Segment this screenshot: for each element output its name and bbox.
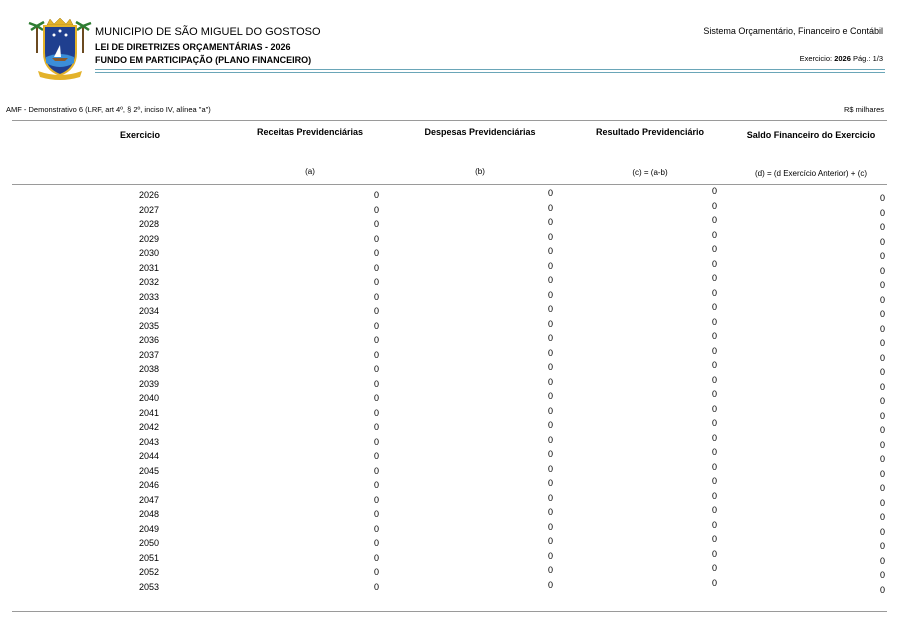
- cell-d: 0: [880, 294, 886, 305]
- cell-a: 0: [374, 422, 380, 432]
- cell-d: 0: [880, 512, 886, 522]
- cell-a: 0: [374, 567, 380, 577]
- cell-year: 2041: [139, 407, 160, 418]
- cell-a: 0: [374, 219, 380, 229]
- cell-b: 0: [548, 246, 554, 256]
- cell-b: 0: [548, 550, 554, 561]
- palm-right-icon: [76, 22, 91, 53]
- cell-year: 2050: [139, 538, 160, 548]
- cell-c: 0: [712, 331, 718, 341]
- cell-b: 0: [548, 362, 554, 372]
- cell-c: 0: [712, 302, 718, 312]
- cell-b: 0: [548, 333, 554, 343]
- cell-d: 0: [880, 526, 886, 537]
- cell-d: 0: [880, 367, 886, 377]
- cell-d: 0: [880, 396, 886, 406]
- cell-a: 0: [374, 523, 380, 534]
- header-rule-2: [95, 72, 885, 73]
- cell-b: 0: [548, 217, 554, 227]
- cell-c: 0: [712, 273, 718, 283]
- cell-b: 0: [548, 391, 554, 401]
- table-header-bottom-rule: [12, 184, 887, 185]
- col-header-despesas: Despesas Previdenciárias: [424, 127, 536, 137]
- municipality-name: MUNICIPIO DE SÃO MIGUEL DO GOSTOSO: [95, 26, 321, 38]
- cell-a: 0: [374, 552, 380, 563]
- cell-d: 0: [880, 309, 886, 319]
- cell-d: 0: [880, 541, 886, 551]
- cell-a: 0: [374, 538, 380, 548]
- law-title: LEI DE DIRETRIZES ORÇAMENTÁRIAS - 2026: [95, 42, 291, 52]
- cell-c: 0: [712, 374, 718, 385]
- cell-d: 0: [880, 323, 886, 334]
- cell-c: 0: [712, 563, 718, 573]
- cell-d: 0: [880, 555, 886, 566]
- cell-year: 2034: [139, 306, 160, 316]
- cell-c: 0: [712, 505, 718, 515]
- col-header-saldo: Saldo Financeiro do Exercicio: [746, 130, 876, 140]
- palm-left-icon: [29, 22, 44, 53]
- cell-c: 0: [712, 577, 718, 588]
- cell-c: 0: [712, 200, 718, 211]
- cell-b: 0: [548, 507, 554, 517]
- cell-year: 2035: [139, 320, 160, 331]
- cell-a: 0: [374, 248, 380, 258]
- cell-a: 0: [374, 277, 380, 287]
- cell-d: 0: [880, 468, 886, 479]
- cell-c: 0: [712, 476, 718, 486]
- cell-b: 0: [548, 231, 554, 242]
- cell-c: 0: [712, 244, 718, 254]
- cell-b: 0: [548, 536, 554, 546]
- crown-icon: [47, 18, 73, 25]
- cell-a: 0: [374, 465, 380, 476]
- cell-d: 0: [880, 497, 886, 508]
- cell-year: 2032: [139, 277, 160, 287]
- cell-d: 0: [880, 265, 886, 276]
- cell-year: 2052: [139, 567, 160, 577]
- cell-year: 2037: [139, 349, 160, 360]
- cell-year: 2027: [139, 204, 160, 215]
- cell-b: 0: [548, 202, 554, 213]
- cell-year: 2046: [139, 480, 160, 490]
- cell-a: 0: [374, 306, 380, 316]
- cell-c: 0: [712, 490, 718, 501]
- cell-year: 2033: [139, 291, 160, 302]
- cell-a: 0: [374, 581, 380, 592]
- cell-a: 0: [374, 451, 380, 461]
- cell-d: 0: [880, 222, 886, 232]
- cell-d: 0: [880, 381, 886, 392]
- col-sub-c: (c) = (a-b): [632, 168, 668, 177]
- cell-a: 0: [374, 407, 380, 418]
- cell-a: 0: [374, 480, 380, 490]
- cell-c: 0: [712, 345, 718, 356]
- cell-d: 0: [880, 236, 886, 247]
- cell-c: 0: [712, 447, 718, 457]
- cell-b: 0: [548, 565, 554, 575]
- cell-d: 0: [880, 483, 886, 493]
- col-header-resultado: Resultado Previdenciário: [595, 127, 705, 137]
- cell-c: 0: [712, 316, 718, 327]
- cell-a: 0: [374, 509, 380, 519]
- cell-d: 0: [880, 280, 886, 290]
- cell-b: 0: [548, 449, 554, 459]
- cell-d: 0: [880, 439, 886, 450]
- cell-c: 0: [712, 229, 718, 240]
- cell-d: 0: [880, 570, 886, 580]
- cell-d: 0: [880, 338, 886, 348]
- cell-a: 0: [374, 190, 380, 200]
- cell-year: 2031: [139, 262, 160, 273]
- cell-c: 0: [712, 389, 718, 399]
- cell-year: 2029: [139, 233, 160, 244]
- cell-d: 0: [880, 454, 886, 464]
- cell-d: 0: [880, 584, 886, 595]
- cell-b: 0: [548, 376, 554, 387]
- header-rule: [95, 69, 885, 70]
- cell-d: 0: [880, 425, 886, 435]
- cell-c: 0: [712, 215, 718, 225]
- col-header-receitas: Receitas Previdenciárias: [256, 127, 364, 137]
- cell-b: 0: [548, 188, 554, 198]
- cell-d: 0: [880, 352, 886, 363]
- col-header-exercicio: Exercicio: [119, 130, 161, 140]
- cell-year: 2028: [139, 219, 160, 229]
- cell-year: 2042: [139, 422, 160, 432]
- cell-b: 0: [548, 434, 554, 445]
- cell-a: 0: [374, 335, 380, 345]
- cell-b: 0: [548, 420, 554, 430]
- cell-year: 2043: [139, 436, 160, 447]
- cell-d: 0: [880, 207, 886, 218]
- exercise-label: Exercicio:: [799, 54, 833, 63]
- cell-b: 0: [548, 463, 554, 474]
- col-sub-b: (b): [475, 167, 485, 176]
- cell-b: 0: [548, 405, 554, 416]
- cell-c: 0: [712, 519, 718, 530]
- cell-a: 0: [374, 320, 380, 331]
- cell-year: 2053: [139, 581, 160, 592]
- cell-a: 0: [374, 364, 380, 374]
- cell-c: 0: [712, 360, 718, 370]
- report-title: AMF - Demonstrativo 6 (LRF, art 4º, § 2º, inciso IV, alínea "a"): [6, 105, 211, 114]
- cell-c: 0: [712, 432, 718, 443]
- currency-unit: R$ milhares: [843, 105, 884, 114]
- cell-b: 0: [548, 289, 554, 300]
- cell-c: 0: [712, 258, 718, 269]
- cell-year: 2030: [139, 248, 160, 258]
- fund-title: FUNDO EM PARTICIPAÇÃO (PLANO FINANCEIRO): [95, 55, 312, 65]
- cell-b: 0: [548, 318, 554, 329]
- page-number: Pág.: 1/3: [852, 54, 883, 63]
- cell-a: 0: [374, 204, 380, 215]
- cell-year: 2038: [139, 364, 160, 374]
- cell-d: 0: [880, 251, 886, 261]
- cell-b: 0: [548, 478, 554, 488]
- cell-a: 0: [374, 262, 380, 273]
- cell-year: 2039: [139, 378, 160, 389]
- table-top-rule: [12, 120, 887, 121]
- municipal-crest-logo: [28, 17, 92, 81]
- cell-b: 0: [548, 347, 554, 358]
- cell-a: 0: [374, 494, 380, 505]
- exercise-year: 2026: [834, 54, 851, 63]
- cell-c: 0: [712, 418, 718, 428]
- cell-year: 2049: [139, 523, 160, 534]
- cell-c: 0: [712, 548, 718, 559]
- cell-a: 0: [374, 436, 380, 447]
- cell-c: 0: [712, 461, 718, 472]
- footer-rule: [12, 611, 887, 612]
- cell-year: 2047: [139, 494, 160, 505]
- cell-a: 0: [374, 233, 380, 244]
- cell-b: 0: [548, 275, 554, 285]
- col-sub-d: (d) = (d Exercício Anterior) + (c): [754, 169, 868, 178]
- cell-year: 2045: [139, 465, 160, 476]
- cell-year: 2051: [139, 552, 160, 563]
- cell-year: 2040: [139, 393, 160, 403]
- cell-b: 0: [548, 492, 554, 503]
- cell-year: 2036: [139, 335, 160, 345]
- cell-c: 0: [712, 403, 718, 414]
- col-sub-a: (a): [305, 167, 315, 176]
- cell-b: 0: [548, 260, 554, 271]
- exercise-info: [800, 54, 883, 63]
- cell-c: 0: [712, 186, 718, 196]
- cell-d: 0: [880, 193, 886, 203]
- cell-b: 0: [548, 304, 554, 314]
- cell-b: 0: [548, 521, 554, 532]
- cell-a: 0: [374, 291, 380, 302]
- cell-a: 0: [374, 349, 380, 360]
- cell-b: 0: [548, 579, 554, 590]
- system-name: Sistema Orçamentário, Financeiro e Contábil: [703, 26, 883, 36]
- cell-c: 0: [712, 287, 718, 298]
- cell-a: 0: [374, 378, 380, 389]
- cell-c: 0: [712, 534, 718, 544]
- cell-year: 2048: [139, 509, 160, 519]
- cell-year: 2026: [139, 190, 160, 200]
- cell-d: 0: [880, 410, 886, 421]
- cell-a: 0: [374, 393, 380, 403]
- cell-year: 2044: [139, 451, 160, 461]
